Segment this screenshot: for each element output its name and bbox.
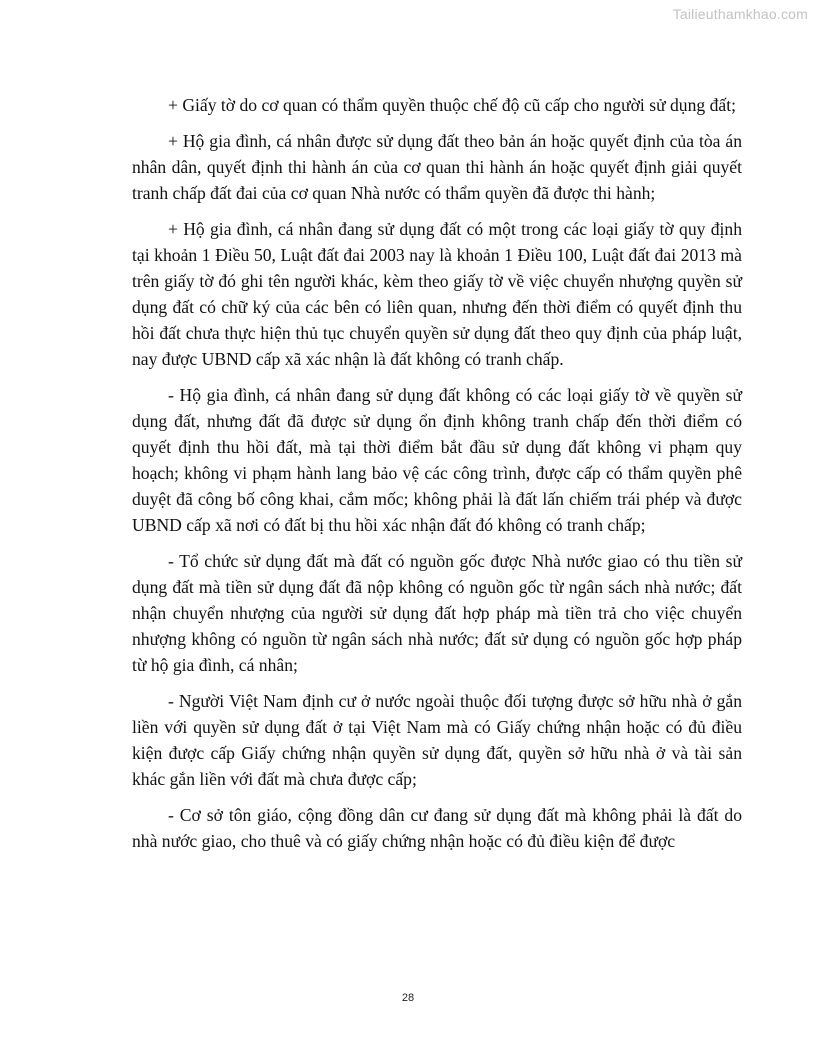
paragraph-2: + Hộ gia đình, cá nhân được sử dụng đất theo bản án hoặc quyết định của tòa án nhân dân, quyết định thi hành án của cơ quan thi hành án hoặc quyết định giải quyết tranh chấp đất đai của cơ quan Nhà nước có thẩm quyền đã được thi hành;	[132, 131, 742, 203]
paragraph-4: - Hộ gia đình, cá nhân đang sử dụng đất không có các loại giấy tờ về quyền sử dụng đất, nhưng đất đã được sử dụng ổn định không tranh chấp đến thời điểm có quyết định thu hồi đất, mà tại thời điểm bắt đầu sử dụng đất không vi phạm quy hoạch; không vi phạm hành lang bảo vệ các công trình, được cấp có thẩm quyền phê duyệt đã công bố công khai, cắm mốc; không phải là đất lấn chiếm trái phép và được UBND cấp xã nơi có đất bị thu hồi xác nhận đất đó không có tranh chấp;	[132, 385, 742, 535]
watermark-text: Tailieuthamkhao.com	[672, 6, 808, 22]
paragraph-6: - Người Việt Nam định cư ở nước ngoài thuộc đối tượng được sở hữu nhà ở gắn liền với quyền sử dụng đất ở tại Việt Nam mà có Giấy chứng nhận hoặc có đủ điều kiện được cấp Giấy chứng nhận quyền sử dụng đất, quyền sở hữu nhà ở và tài sản khác gắn liền với đất mà chưa được cấp;	[132, 691, 742, 789]
paragraph-3: + Hộ gia đình, cá nhân đang sử dụng đất có một trong các loại giấy tờ quy định tại khoản 1 Điều 50, Luật đất đai 2003 nay là khoản 1 Điều 100, Luật đất đai 2013 mà trên giấy tờ đó ghi tên người khác, kèm theo giấy tờ về việc chuyển nhượng quyền sử dụng đất có chữ ký của các bên có liên quan, nhưng đến thời điểm có quyết định thu hồi đất chưa thực hiện thủ tục chuyển quyền sử dụng đất theo quy định của pháp luật, nay được UBND cấp xã xác nhận là đất không có tranh chấp.	[132, 219, 742, 369]
paragraph-5: - Tổ chức sử dụng đất mà đất có nguồn gốc được Nhà nước giao có thu tiền sử dụng đất mà tiền sử dụng đất đã nộp không có nguồn gốc từ ngân sách nhà nước; đất nhận chuyển nhượng của người sử dụng đất hợp pháp mà tiền trả cho việc chuyển nhượng không có nguồn từ ngân sách nhà nước; đất sử dụng có nguồn gốc hợp pháp từ hộ gia đình, cá nhân;	[132, 551, 742, 675]
page-number: 28	[401, 992, 415, 1004]
paragraph-7: - Cơ sở tôn giáo, cộng đồng dân cư đang sử dụng đất mà không phải là đất do nhà nước giao, cho thuê và có giấy chứng nhận hoặc có đủ điều kiện để được	[132, 805, 742, 851]
document-body	[132, 92, 742, 864]
paragraph-1: + Giấy tờ do cơ quan có thẩm quyền thuộc chế độ cũ cấp cho người sử dụng đất;	[168, 95, 736, 115]
